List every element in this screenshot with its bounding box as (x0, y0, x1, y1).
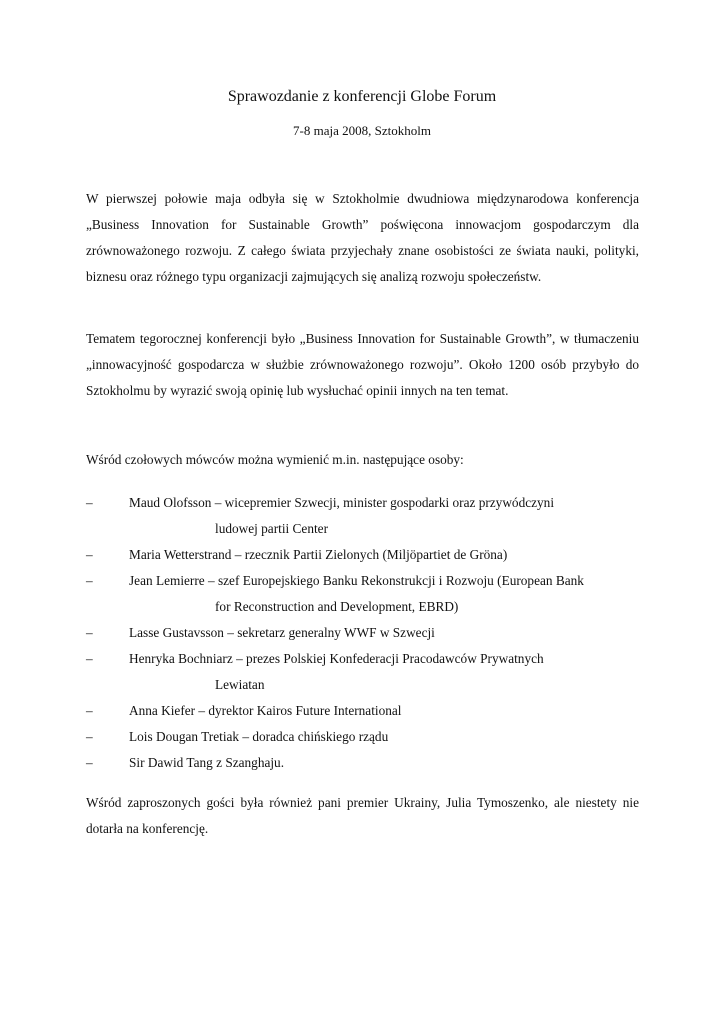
speaker-line: Maud Olofsson – wicepremier Szwecji, minister gospodarki oraz przywódczyni (129, 495, 555, 510)
list-dash: – (86, 625, 93, 640)
speaker-line-continued: ludowej partii Center (215, 521, 328, 536)
list-item (86, 698, 646, 724)
list-dash: – (86, 651, 93, 666)
list-dash: – (86, 547, 93, 562)
speaker-line: Maria Wetterstrand – rzecznik Partii Zielonych (Miljöpartiet de Gröna) (129, 547, 508, 562)
speaker-line: Lois Dougan Tretiak – doradca chińskiego rządu (129, 729, 389, 744)
list-dash: – (86, 729, 93, 744)
list-dash: – (86, 573, 93, 588)
speaker-line: Henryka Bochniarz – prezes Polskiej Konfederacji Pracodawców Prywatnych (129, 651, 544, 666)
speaker-line: Jean Lemierre – szef Europejskiego Banku Rekonstrukcji i Rozwoju (European Bank (129, 573, 584, 588)
speaker-line: Anna Kiefer – dyrektor Kairos Future International (129, 703, 402, 718)
paragraph-intro: W pierwszej połowie maja odbyła się w Sztokholmie dwudniowa międzynarodowa konferencja „Business Innovation for Sustainable Growth” poświęcona innowacjom gospodarczym dla zrównoważonego rozwoju. Z całego świata przyjechały znane osobistości ze świata nauki, polityki, biznesu oraz różnego typu organizacji zajmujących się analizą rozwoju społeczeństw. (86, 191, 639, 284)
list-dash: – (86, 703, 93, 718)
speaker-line: Lasse Gustavsson – sekretarz generalny WWF w Szwecji (129, 625, 435, 640)
paragraph-speakers-intro: Wśród czołowych mówców można wymienić m.in. następujące osoby: (86, 452, 464, 467)
list-item (86, 646, 646, 698)
paragraph-theme: Tematem tegorocznej konferencji było „Business Innovation for Sustainable Growth”, w tłumaczeniu „innowacyjność gospodarcza w służbie zrównoważonego rozwoju”. Około 1200 osób przybyło do Sztokholmu by wyrazić swoją opinię lub wysłuchać opinii innych na ten temat. (86, 331, 639, 398)
list-dash: – (86, 495, 93, 510)
list-item (86, 750, 646, 776)
speaker-line: Sir Dawid Tang z Szanghaju. (129, 755, 285, 770)
document-title: Sprawozdanie z konferencji Globe Forum (227, 88, 497, 105)
document-subtitle: 7-8 maja 2008, Sztokholm (293, 123, 431, 138)
speaker-line-continued: for Reconstruction and Development, EBRD) (215, 599, 459, 614)
list-item (86, 568, 646, 620)
list-item (86, 620, 646, 646)
list-item (86, 490, 646, 542)
list-dash: – (86, 755, 93, 770)
list-item (86, 724, 646, 750)
speaker-line-continued: Lewiatan (215, 677, 265, 692)
speakers-list (86, 490, 646, 776)
list-item (86, 542, 646, 568)
paragraph-closing: Wśród zaproszonych gości była również pani premier Ukrainy, Julia Tymoszenko, ale niestety nie dotarła na konferencję. (86, 795, 639, 836)
